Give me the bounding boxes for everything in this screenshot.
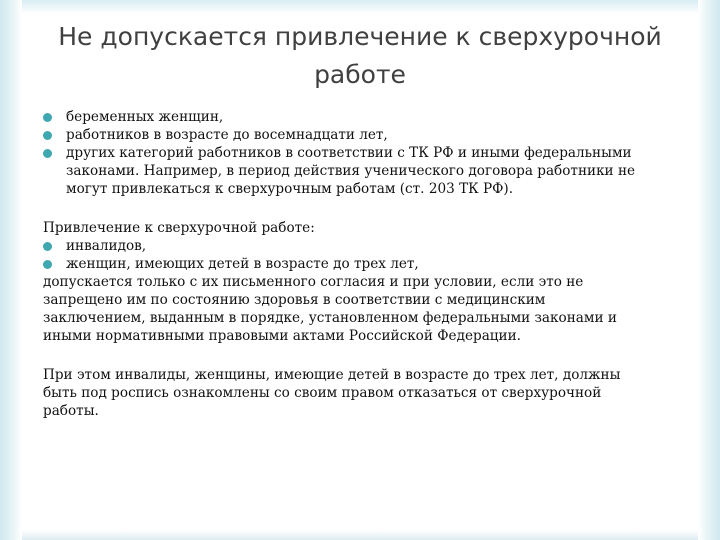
- list-item-text: других категорий работников в соответствии с ТК РФ и иными федеральными законами. Например, в период действия ученического договора работники не могут привлекаться к сверхурочным работам (ст. 203 ТК РФ).: [66, 145, 636, 197]
- spacer: [43, 198, 643, 219]
- list-item: [43, 144, 643, 198]
- acknowledgement-paragraph: При этом инвалиды, женщины, имеющие детей в возрасте до трех лет, должны быть под роспись ознакомлены со своим правом отказаться от сверхурочной работы.: [43, 367, 621, 419]
- spacer: [43, 345, 643, 366]
- list-item-text: работников в возрасте до восемнадцати лет,: [66, 127, 388, 143]
- consent-intro: Привлечение к сверхурочной работе:: [43, 220, 315, 236]
- list-item-text: женщин, имеющих детей в возрасте до трех лет,: [66, 256, 419, 272]
- consent-list: [43, 237, 643, 273]
- list-item-text: беременных женщин,: [66, 109, 224, 125]
- list-item: [43, 237, 643, 255]
- bullet-dot-icon: [43, 113, 52, 122]
- list-item: [43, 126, 643, 144]
- list-item: [43, 108, 643, 126]
- slide-frame-right: [698, 0, 720, 540]
- slide-frame-left: [0, 0, 22, 540]
- slide-content: [43, 108, 643, 420]
- bullet-dot-icon: [43, 149, 52, 158]
- slide-title: Не допускается привлечение к сверхурочной работе: [58, 22, 662, 89]
- list-item-text: инвалидов,: [66, 238, 147, 254]
- prohibited-list: [43, 108, 643, 198]
- list-item: [43, 255, 643, 273]
- bullet-dot-icon: [43, 242, 52, 251]
- consent-conditions: допускается только с их письменного согласия и при условии, если это не запрещено им по состоянию здоровья в соответствии с медицинским заключением, выданным в порядке, установленном федеральными законами и иными нормативными правовыми актами Российской Федерации.: [43, 274, 617, 344]
- bullet-dot-icon: [43, 131, 52, 140]
- slide-frame-top: [0, 0, 720, 14]
- bullet-dot-icon: [43, 260, 52, 269]
- slide-frame-bottom: [0, 530, 720, 540]
